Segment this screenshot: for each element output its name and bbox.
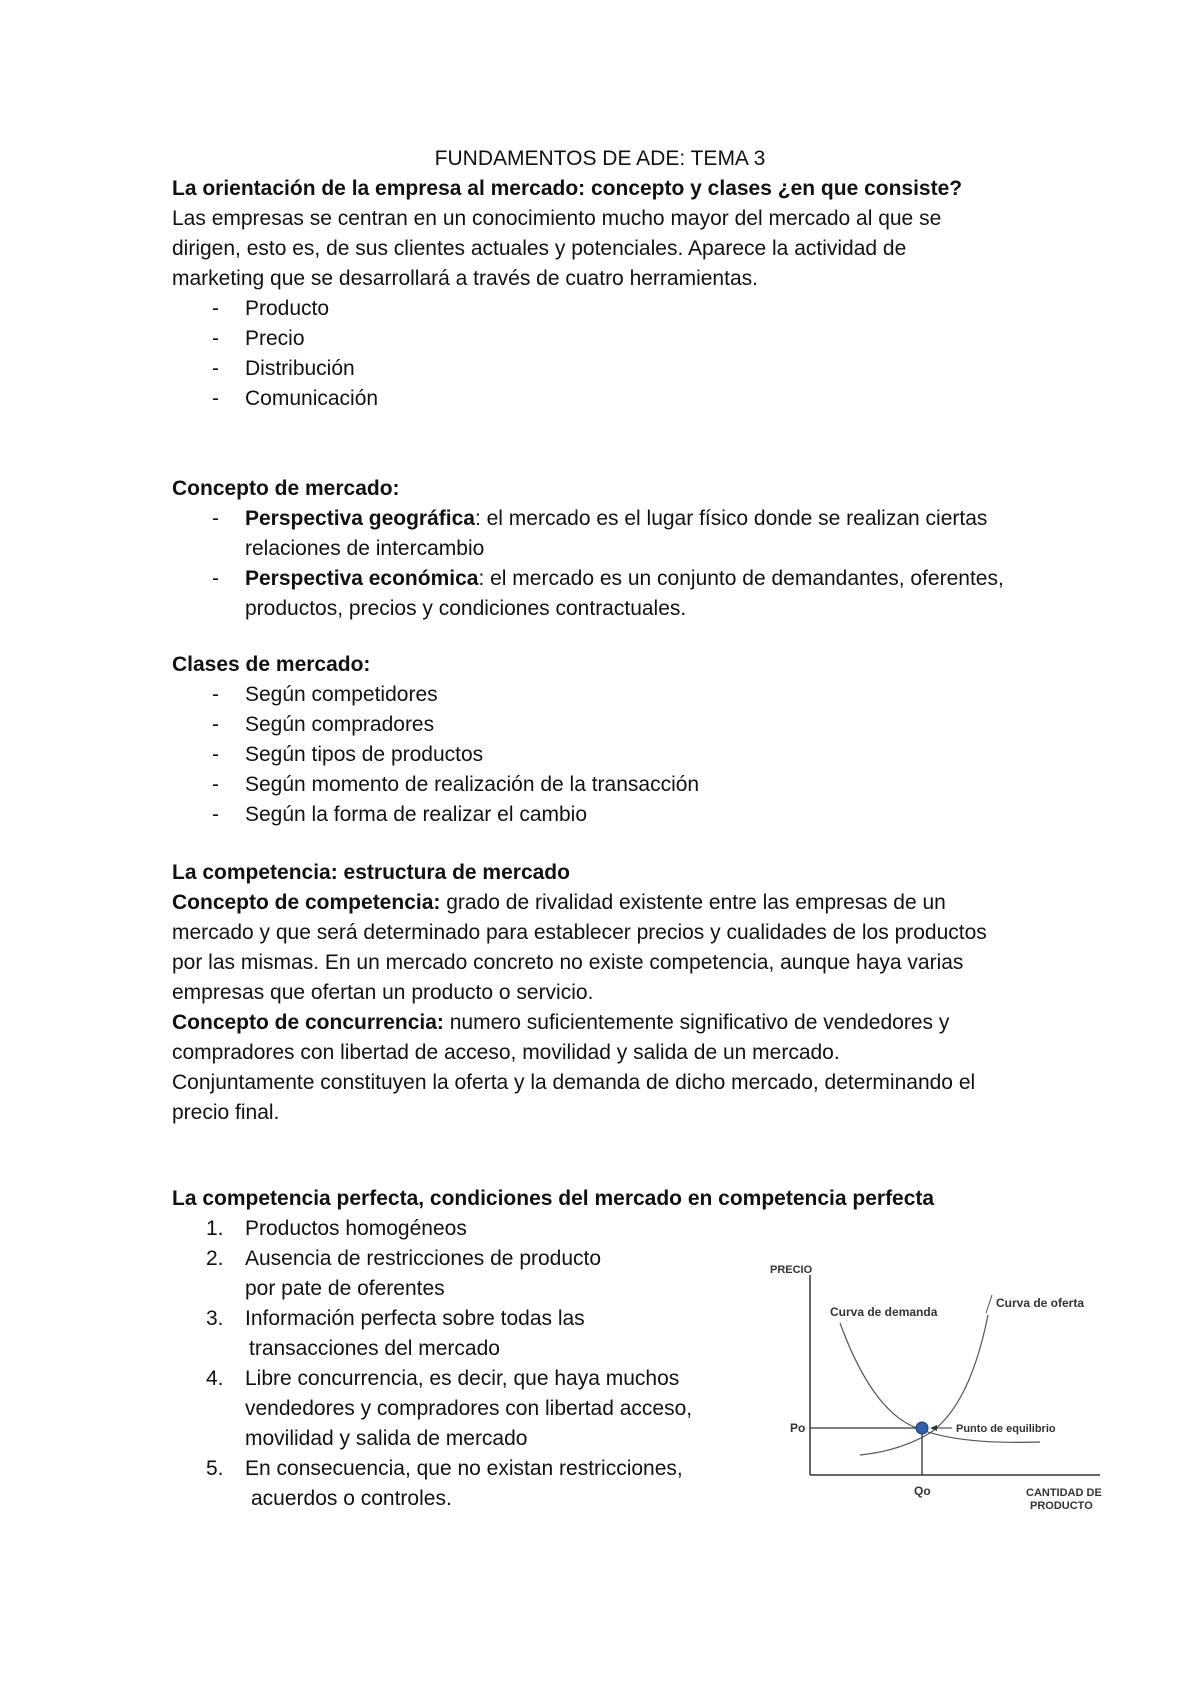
- paragraph-line: Conjuntamente constituyen la oferta y la demanda de dicho mercado, determinando el: [172, 1071, 976, 1094]
- tools-list: [172, 294, 1072, 414]
- paragraph-line: por las mismas. En un mercado concreto no existe competencia, aunque haya varias: [172, 951, 964, 974]
- definition: grado de rivalidad existente entre las empresas de un: [440, 891, 946, 914]
- list-item: - Según tipos de productos: [172, 740, 1072, 770]
- item-number: 1.: [206, 1217, 224, 1240]
- item-number: 5.: [206, 1457, 224, 1480]
- definition: : el mercado es el lugar físico donde se realizan ciertas: [474, 507, 988, 530]
- x-axis-label-line2: PRODUCTO: [1030, 1500, 1093, 1512]
- perspectives-list: [172, 504, 1072, 624]
- y-axis-label: PRECIO: [770, 1264, 813, 1276]
- item-text-cont: acuerdos o controles.: [251, 1487, 452, 1510]
- item-text-cont: transacciones del mercado: [249, 1337, 500, 1360]
- term: Concepto de competencia:: [172, 891, 441, 914]
- paragraph-line: Las empresas se centran en un conocimiento mucho mayor del mercado al que se: [172, 207, 942, 230]
- supply-label-tick: [986, 1295, 992, 1313]
- section-heading: Concepto de mercado:: [172, 477, 400, 500]
- list-item: - Según competidores: [172, 680, 1072, 710]
- item-text: Productos homogéneos: [245, 1217, 467, 1240]
- list-item: - Producto: [172, 294, 1072, 324]
- series-label-demand: Curva de demanda: [830, 1305, 938, 1319]
- list-item: [172, 1454, 785, 1514]
- item-text: Libre concurrencia, es decir, que haya muchos: [245, 1367, 680, 1390]
- item-number: 3.: [206, 1307, 224, 1330]
- list-item: - Según la forma de realizar el cambio: [172, 800, 1072, 830]
- section-heading: La competencia: estructura de mercado: [172, 861, 570, 884]
- section-heading: La orientación de la empresa al mercado: concepto y clases ¿en que consiste?: [172, 177, 963, 200]
- item-text: Ausencia de restricciones de producto: [245, 1247, 602, 1270]
- section-heading: Clases de mercado:: [172, 653, 371, 676]
- equilibrium-label: Punto de equilibrio: [956, 1423, 1056, 1435]
- definition-cont: relaciones de intercambio: [245, 537, 485, 560]
- list-item: [172, 1244, 785, 1304]
- list-item: [172, 504, 1072, 564]
- series-label-supply: Curva de oferta: [996, 1296, 1085, 1310]
- term: Perspectiva económica: [245, 567, 479, 590]
- term: Perspectiva geográfica: [245, 507, 475, 530]
- section-clases-mercado: [172, 650, 1072, 830]
- section-heading: La competencia perfecta, condiciones del mercado en competencia perfecta: [172, 1187, 935, 1210]
- list-item: - Distribución: [172, 354, 1072, 384]
- definition: : el mercado es un conjunto de demandantes, oferentes,: [478, 567, 1004, 590]
- paragraph-line: precio final.: [172, 1101, 280, 1124]
- section-orientacion: [172, 174, 1072, 414]
- list-item: [172, 564, 1072, 624]
- item-text-cont: por pate de oferentes: [245, 1277, 445, 1300]
- section-concepto-mercado: [172, 474, 1072, 624]
- item-number: 4.: [206, 1367, 224, 1390]
- item-text: En consecuencia, que no existan restricciones,: [245, 1457, 683, 1480]
- supply-demand-chart: [760, 1255, 1130, 1512]
- item-text: Información perfecta sobre todas las: [245, 1307, 585, 1330]
- list-item: - Según compradores: [172, 710, 1072, 740]
- paragraph-line: [172, 1008, 1072, 1038]
- list-item: [172, 1364, 785, 1454]
- item-number: 2.: [206, 1247, 224, 1270]
- quantity-label: Qo: [914, 1484, 931, 1498]
- list-item: - Precio: [172, 324, 1072, 354]
- paragraph-line: marketing que se desarrollará a través de cuatro herramientas.: [172, 267, 758, 290]
- paragraph-line: mercado y que será determinado para establecer precios y cualidades de los productos: [172, 921, 987, 944]
- item-text-cont: movilidad y salida de mercado: [245, 1427, 528, 1450]
- list-item: [172, 1304, 785, 1364]
- document-title: FUNDAMENTOS DE ADE: TEMA 3: [434, 147, 766, 170]
- paragraph-line: compradores con libertad de acceso, movilidad y salida de un mercado.: [172, 1041, 840, 1064]
- price-label: Po: [790, 1421, 806, 1435]
- paragraph-line: empresas que ofertan un producto o servicio.: [172, 981, 594, 1004]
- paragraph-line: dirigen, esto es, de sus clientes actuales y potenciales. Aparece la actividad de: [172, 237, 907, 260]
- equilibrium-point: [916, 1422, 928, 1434]
- section-competencia: [172, 858, 1072, 1128]
- list-item: - Comunicación: [172, 384, 1072, 414]
- term: Concepto de concurrencia:: [172, 1011, 444, 1034]
- list-item: [172, 1214, 785, 1244]
- x-axis-label-line1: CANTIDAD DE: [1026, 1487, 1102, 1499]
- list-item: - Según momento de realización de la transacción: [172, 770, 1072, 800]
- definition: numero suficientemente significativo de vendedores y: [443, 1011, 950, 1034]
- definition-cont: productos, precios y condiciones contractuales.: [245, 597, 687, 620]
- paragraph-line: [172, 888, 1072, 918]
- classes-list: [172, 680, 1072, 830]
- item-text-cont: vendedores y compradores con libertad acceso,: [245, 1397, 693, 1420]
